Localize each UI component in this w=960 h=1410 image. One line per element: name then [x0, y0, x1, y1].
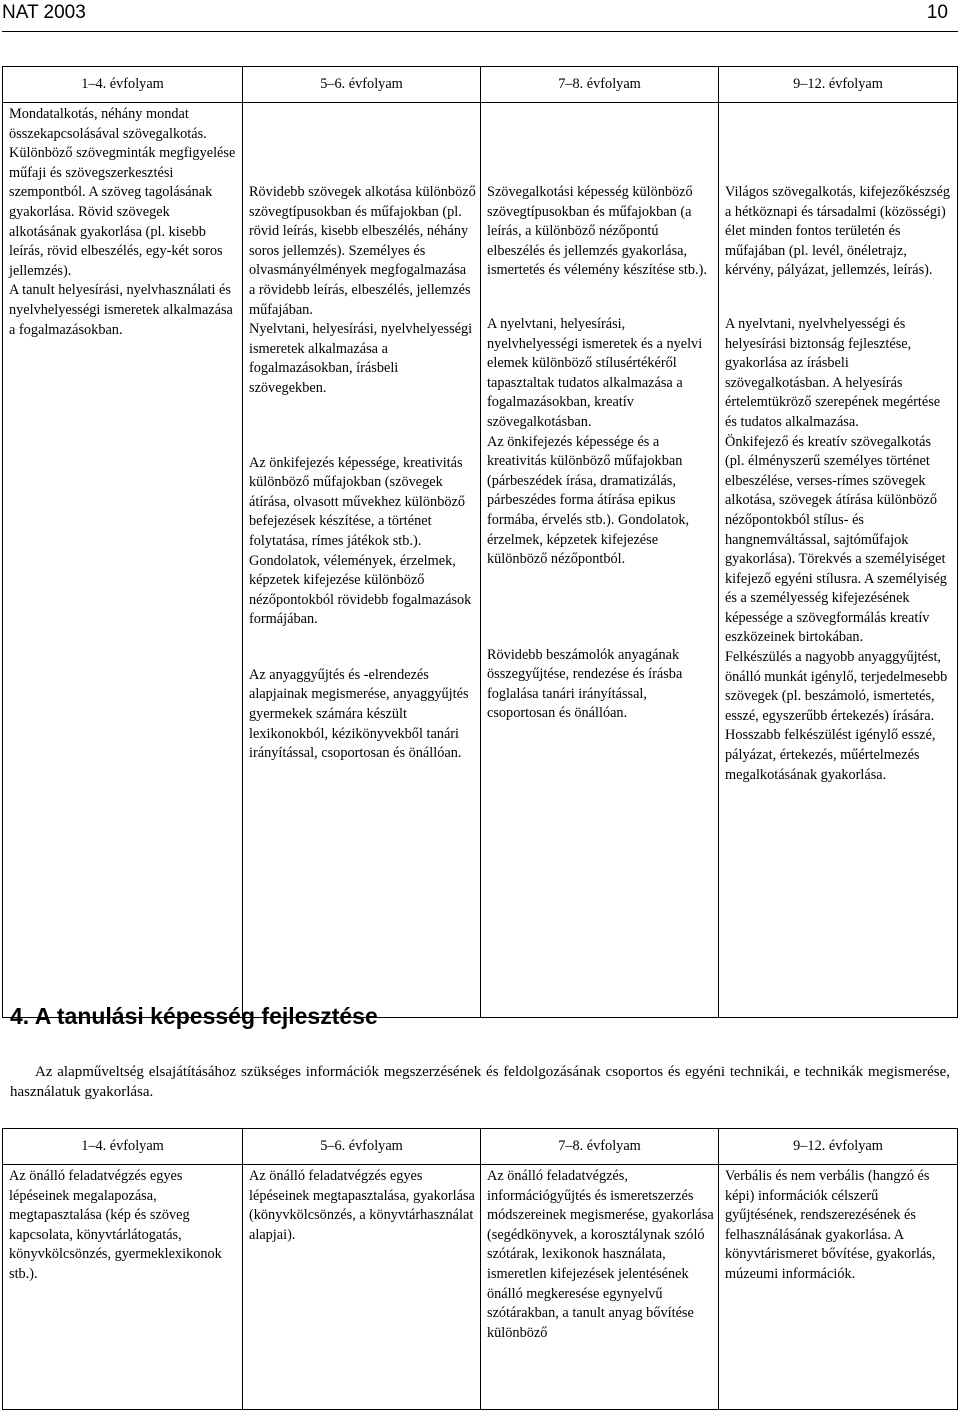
header-rule [2, 31, 958, 32]
column-header-grade-9-12: 9–12. évfolyam [719, 67, 958, 103]
cell-paragraph: A nyelvtani, helyesírási, nyelvhelyességi ismeretek és a nyelvi elemek különböző stílusértékéről tapasztaltak tudatos alkalmazása a fogalmazásokban, kreatív szövegalkotásban. [487, 315, 703, 430]
curriculum-table-learning [2, 1128, 958, 1410]
cell-paragraph: A tanult helyesírási, nyelvhasználati és nyelvhelyességi ismeretek alkalmazása a fogalmazásokban. [9, 282, 233, 338]
cell-paragraph: Verbális és nem verbális (hangzó és képi) információk célszerű gyűjtésének, rendszerezésének és felhasználásának gyakorlása. A könyvtárismeret bővítése, gyakorlás, múzeumi információk. [725, 1168, 936, 1282]
column-header-grade-9-12: 9–12. évfolyam [719, 1129, 958, 1165]
table-row [3, 1165, 958, 1410]
cell-paragraph: Az önkifejezés képessége, kreativitás különböző műfajokban (szövegek átírása, olvasott művekhez különböző befejezések készítése, a történet folytatása, rímes játékok stb.). Gondolatok, vélemények, érzelmek, képzetek kifejezése különböző nézőpontokból rövidebb fogalmazások formájában. [249, 454, 472, 628]
cell-paragraph: Rövidebb szövegek alkotása különböző szövegtípusokban és műfajokban (pl. rövid leírás, kisebb elbeszélés, néhány soros jellemzés). Személyes és olvasmányélmények megfogalmazása a rövidebb leírás, elbeszélés, jellemzés műfajában. [249, 184, 476, 318]
curriculum-table-writing [2, 66, 958, 1018]
cell-paragraph: Nyelvtani, helyesírási, nyelvhelyességi ismeretek alkalmazása a fogalmazásokban, írásbeli szövegekben. [249, 321, 473, 396]
column-header-grade-1-4: 1–4. évfolyam [3, 1129, 243, 1165]
cell-grade-9-12 [719, 103, 958, 1018]
cell-grade-7-8 [481, 103, 719, 1018]
cell-paragraph: Az önálló feladatvégzés, információgyűjtés és ismeretszerzés módszereinek megismerése, gyakorlása (segédkönyvek, a korosztálynak szóló szótárak, lexikonok használata, ismeretlen kifejezések jelentésének önálló megkeresése egynyelvű szótárakban, a tanult anyag bővítése különböző [487, 1168, 714, 1341]
table-row [3, 103, 958, 1018]
cell-paragraph: Felkészülés a nagyobb anyaggyűjtést, önálló munkát igénylő, terjedelmesebb szövegek (pl. beszámoló, ismertetés, esszé, egyszerűbb értekezés) írására. [725, 649, 948, 724]
cell-paragraph: Szövegalkotási képesség különböző szövegtípusokban és műfajokban (a leírás, a különböző nézőpontú elbeszélés és jellemzés gyakorlása, ismertetés és vélemény készítése stb.). [487, 184, 707, 279]
cell-grade-1-4 [3, 103, 243, 1018]
page-number: 10 [926, 2, 948, 23]
page-header [2, 0, 958, 30]
cell-paragraph: Az önálló feladatvégzés egyes lépéseinek megtapasztalása, gyakorlása (könyvkölcsönzés, a könyvtárhasználat alapjai). [249, 1168, 475, 1243]
cell-paragraph: Az önkifejezés képessége és a kreativitás különböző műfajokban (párbeszédek írása, dramatizálás, párbeszédes forma átírása epikus formába, érvelés stb.). Gondolatok, érzelmek, képzetek kifejezése különböző nézőpontból. [487, 433, 690, 568]
cell-paragraph: Az anyaggyűjtés és -elrendezés alapjainak megismerése, anyaggyűjtés gyermekek számára készült lexikonokból, kézikönyvekből tanári irányítással, csoportosan és önállóan. [249, 666, 469, 762]
cell-paragraph: Világos szövegalkotás, kifejezőkészség a hétköznapi és társadalmi (közösségi) élet minden fontos területén és műfajában (pl. levél, önéletrajz, kérvény, pályázat, jellemzés, leírás). [725, 184, 951, 279]
cell-paragraph: Önkifejező és kreatív szövegalkotás (pl. élményszerű személyes történet elbeszélése, verses-rímes szövegek alkotása, szövegek átírása különböző nézőpontokból stílus- és hangnemváltással, sajtóműfajok gyakorlása). Törekvés a személyiséget kifejező egyéni stílusra. A személyiség és a személyesség kifejezésének képessége a szövegformálás kreatív eszközeinek birtokában. [725, 433, 947, 646]
section-paragraph: Az alapműveltség elsajátításához szükséges információk megszerzésének és feldolgozásának csoportos és egyéni technikái, e technikák megismerése, használatuk gyakorlása. [10, 1064, 950, 1100]
column-header-grade-7-8: 7–8. évfolyam [481, 67, 719, 103]
section-heading: 4. A tanulási képesség fejlesztése [10, 1003, 378, 1029]
cell-paragraph: A nyelvtani, nyelvhelyességi és helyesírási biztonság fejlesztése, gyakorlása az írásbeli szövegalkotásban. A helyesírás értelemtükröző szerepének megértése és tudatos alkalmazása. [725, 315, 941, 430]
cell-grade-7-8 [481, 1165, 719, 1410]
column-header-grade-5-6: 5–6. évfolyam [243, 67, 481, 103]
column-header-grade-7-8: 7–8. évfolyam [481, 1129, 719, 1165]
column-header-grade-5-6: 5–6. évfolyam [243, 1129, 481, 1165]
cell-grade-9-12 [719, 1165, 958, 1410]
cell-paragraph: Az önálló feladatvégzés egyes lépéseinek megalapozása, megtapasztalása (kép és szöveg kapcsolata, könyvtárlátogatás, könyvkölcsönzés, gyermeklexikonok stb.). [9, 1168, 222, 1282]
cell-grade-5-6 [243, 103, 481, 1018]
table-header-row [3, 67, 958, 103]
table-header-row [3, 1129, 958, 1165]
cell-paragraph: Rövidebb beszámolók anyagának összegyűjtése, rendezése és írásba foglalása tanári irányítással, csoportosan és önállóan. [487, 646, 683, 722]
cell-paragraph: Mondatalkotás, néhány mondat összekapcsolásával szövegalkotás. Különböző szövegminták megfigyelése műfaji és szövegszerkesztési szempontból. A szöveg tagolásának gyakorlása. Rövid szövegek alkotásának gyakorlása (pl. kisebb leírás, rövid elbeszélés, egy-két soros jellemzés). [9, 106, 236, 279]
document-title: NAT 2003 [2, 2, 86, 23]
cell-grade-5-6 [243, 1165, 481, 1410]
column-header-grade-1-4: 1–4. évfolyam [3, 67, 243, 103]
cell-grade-1-4 [3, 1165, 243, 1410]
cell-paragraph: Hosszabb felkészülést igénylő esszé, pályázat, értekezés, műértelmezés megalkotásának gyakorlása. [725, 727, 936, 783]
